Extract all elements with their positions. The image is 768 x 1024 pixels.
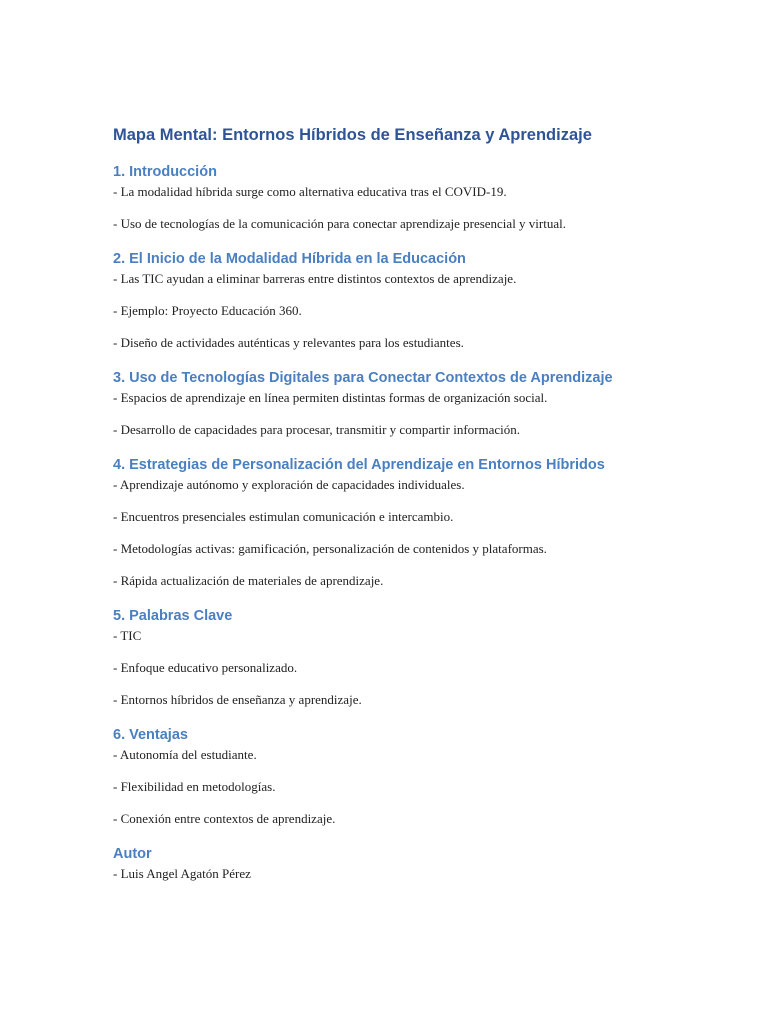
- list-item: - Las TIC ayudan a eliminar barreras entre distintos contextos de aprendizaje.: [113, 271, 517, 286]
- document-section: [113, 369, 733, 438]
- list-item: - TIC: [113, 628, 142, 643]
- list-item: - Encuentros presenciales estimulan comunicación e intercambio.: [113, 509, 454, 524]
- document-section: [113, 845, 733, 882]
- section-item-list: [113, 271, 733, 351]
- section-heading: 2. El Inicio de la Modalidad Híbrida en la Educación: [113, 251, 466, 267]
- document-section: [113, 726, 733, 827]
- list-item: - Aprendizaje autónomo y exploración de capacidades individuales.: [113, 477, 465, 492]
- section-item-list: [113, 628, 733, 708]
- section-heading: 6. Ventajas: [113, 727, 188, 743]
- list-item: - Uso de tecnologías de la comunicación para conectar aprendizaje presencial y virtual.: [113, 216, 566, 231]
- section-heading: 3. Uso de Tecnologías Digitales para Conectar Contextos de Aprendizaje: [113, 370, 613, 386]
- list-item: - Entornos híbridos de enseñanza y aprendizaje.: [113, 692, 362, 707]
- section-heading: 1. Introducción: [113, 164, 217, 180]
- section-item-list: [113, 477, 733, 589]
- section-item-list: [113, 747, 733, 827]
- document-body: [113, 163, 733, 882]
- document-section: [113, 250, 733, 351]
- document-section: [113, 456, 733, 589]
- section-item-list: [113, 390, 733, 438]
- list-item: - Espacios de aprendizaje en línea permiten distintas formas de organización social.: [113, 390, 548, 405]
- list-item: - La modalidad híbrida surge como alternativa educativa tras el COVID-19.: [113, 184, 507, 199]
- section-heading: Autor: [113, 846, 152, 862]
- section-heading: 4. Estrategias de Personalización del Aprendizaje en Entornos Híbridos: [113, 457, 605, 473]
- document-title: Mapa Mental: Entornos Híbridos de Enseñanza y Aprendizaje: [113, 126, 592, 144]
- section-heading: 5. Palabras Clave: [113, 608, 233, 624]
- section-item-list: [113, 866, 733, 882]
- list-item: - Flexibilidad en metodologías.: [113, 779, 276, 794]
- list-item: - Metodologías activas: gamificación, personalización de contenidos y plataformas.: [113, 541, 547, 556]
- document-section: [113, 163, 733, 232]
- list-item: - Enfoque educativo personalizado.: [113, 660, 298, 675]
- document-page: [113, 123, 733, 900]
- list-item: - Autonomía del estudiante.: [113, 747, 257, 762]
- list-item: - Conexión entre contextos de aprendizaje.: [113, 811, 336, 826]
- list-item: - Diseño de actividades auténticas y relevantes para los estudiantes.: [113, 335, 464, 350]
- list-item: - Rápida actualización de materiales de aprendizaje.: [113, 573, 384, 588]
- list-item: - Luis Angel Agatón Pérez: [113, 866, 251, 881]
- list-item: - Ejemplo: Proyecto Educación 360.: [113, 303, 302, 318]
- section-item-list: [113, 184, 733, 232]
- document-section: [113, 607, 733, 708]
- list-item: - Desarrollo de capacidades para procesar, transmitir y compartir información.: [113, 422, 520, 437]
